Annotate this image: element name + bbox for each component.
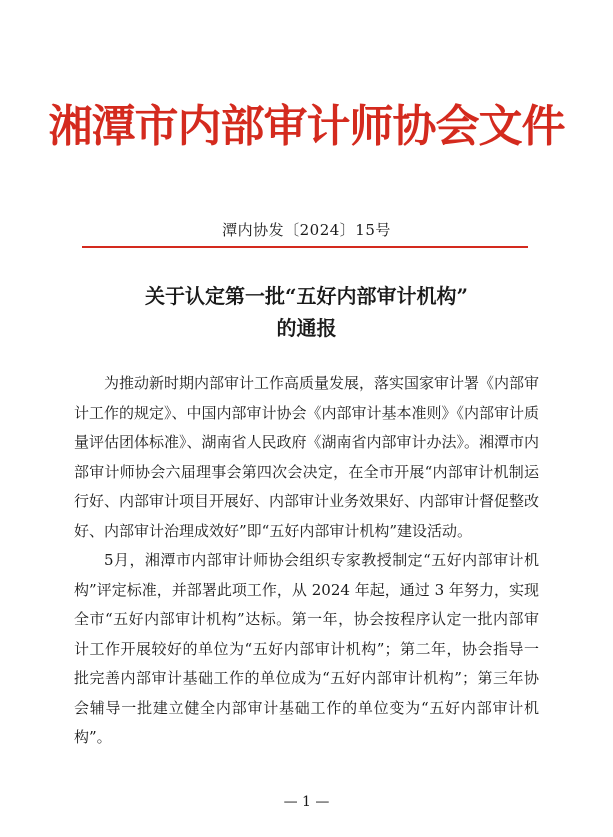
red-divider-line (82, 246, 528, 248)
document-number: 潭内协发〔2024〕15号 (222, 221, 391, 239)
notice-title (0, 280, 613, 344)
notice-title-line-2: 的通报 (276, 316, 337, 340)
issuer-header-title: 湘潭市内部审计师协会文件 (48, 101, 565, 152)
body-paragraph-2: 5月，湘潭市内部审计师协会组织专家教授制定“五好内部审计机构”评定标准，并部署此项工作，从 2024 年起，通过 3 年努力，实现全市“五好内部审计机构”达标。第一年，协会按程序认定一批内部审计工作开展较好的单位为“五好内部审计机构”；第二年，协会指导一批完善内部审计基础工作的单位成为“五好内部审计机构”；第三年协会辅导一批建立健全内部审计基础工作的单位变为“五好内部审计机构”。 (74, 551, 539, 746)
notice-title-line-1: 关于认定第一批“五好内部审计机构” (144, 284, 468, 308)
page-number: — 1 — (283, 794, 330, 810)
body-paragraph-1: 为推动新时期内部审计工作高质量发展，落实国家审计署《内部审计工作的规定》、中国内部审计协会《内部审计基本准则》《内部审计质量评估团体标准》、湖南省人民政府《湖南省内部审计办法》。湘潭市内部审计师协会六届理事会第四次会决定，在全市开展“内部审计机制运行好、内部审计项目开展好、内部审计业务效果好、内部审计督促整改好、内部审计治理成效好”即“五好内部审计机构”建设活动。 (74, 374, 540, 540)
body-text (74, 369, 539, 753)
